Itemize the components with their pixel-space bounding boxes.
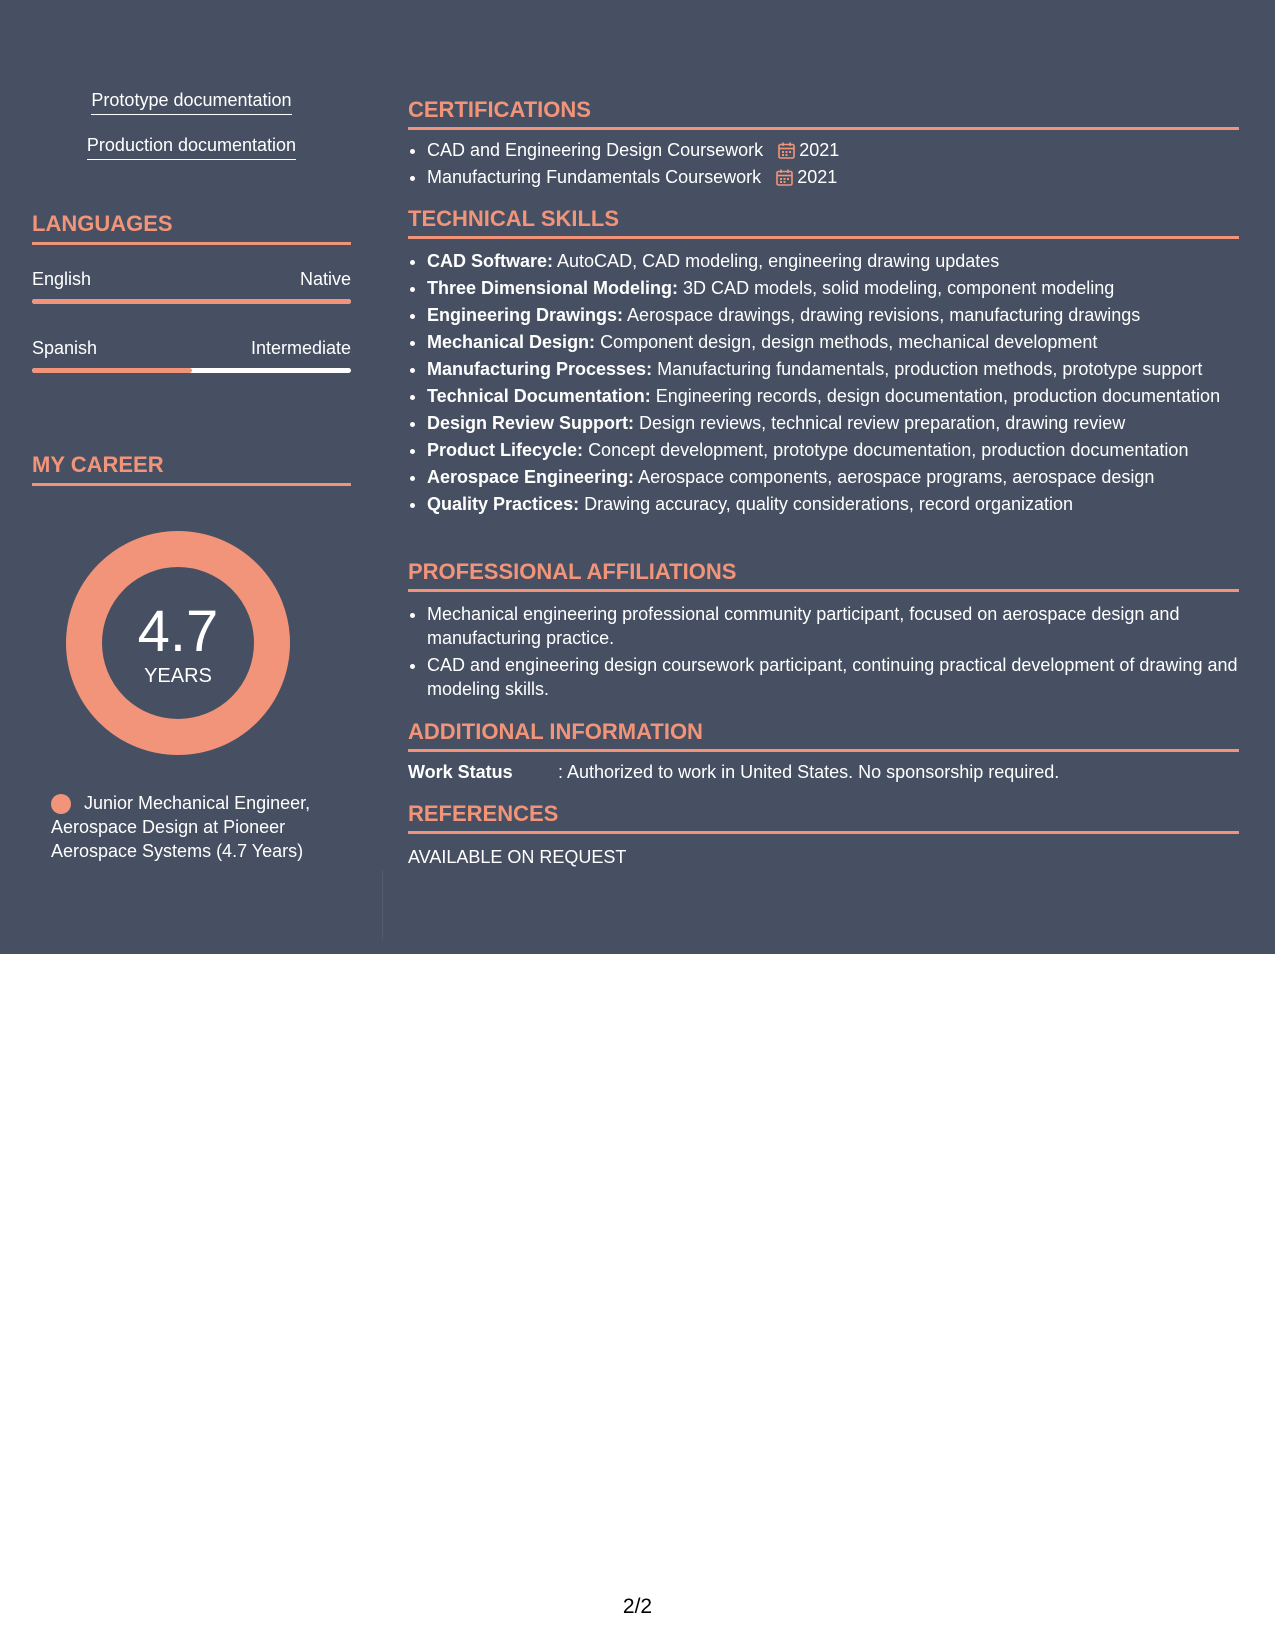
certifications-heading: CERTIFICATIONS: [408, 96, 1239, 130]
skill-item: • CAD Software: AutoCAD, CAD modeling, engineering drawing updates: [427, 249, 1239, 273]
career-years-unit: YEARS: [144, 665, 212, 687]
language-bar-fill: [32, 368, 192, 373]
language-bar-fill: [32, 299, 351, 304]
skill-item: • Aerospace Engineering: Aerospace components, aerospace programs, aerospace design: [427, 465, 1239, 489]
language-english: [32, 267, 351, 291]
certification-item: • CAD and Engineering Design Coursework 2021: [427, 138, 1239, 162]
page-number: 2/2: [622, 1595, 653, 1618]
career-years-value: 4.7: [137, 599, 219, 664]
skill-item: • Technical Documentation: Engineering records, design documentation, production documentation: [427, 384, 1239, 408]
career-entry-text: Junior Mechanical Engineer, Aerospace Design at Pioneer Aerospace Systems (4.7 Years): [51, 793, 311, 861]
additional-information-heading: ADDITIONAL INFORMATION: [408, 718, 1239, 752]
tag-production-documentation: Production documentation: [32, 133, 351, 160]
skill-item: • Engineering Drawings: Aerospace drawings, drawing revisions, manufacturing drawings: [427, 303, 1239, 327]
language-name: Spanish: [32, 338, 98, 358]
technical-skills-list: [408, 249, 1239, 519]
work-status-label: Work Status: [408, 762, 513, 782]
professional-affiliations-heading: PROFESSIONAL AFFILIATIONS: [408, 558, 1239, 592]
certification-item: • Manufacturing Fundamentals Coursework 2021: [427, 165, 1239, 189]
affiliation-item: • Mechanical engineering professional community participant, focused on aerospace design and manufacturing practice.: [427, 602, 1239, 650]
affiliations-list: [408, 602, 1239, 704]
tag-prototype-documentation: Prototype documentation: [32, 88, 351, 115]
calendar-icon: [778, 142, 795, 159]
references-text: AVAILABLE ON REQUEST: [408, 847, 627, 867]
language-level: Intermediate: [250, 338, 351, 358]
certification-year: 2021: [797, 167, 838, 187]
skill-item: • Quality Practices: Drawing accuracy, quality considerations, record organization: [427, 492, 1239, 516]
work-status-value: : Authorized to work in United States. No sponsorship required.: [558, 762, 1060, 782]
language-level: Native: [299, 269, 351, 289]
certifications-list: [408, 138, 1239, 192]
career-entry: [51, 791, 351, 863]
career-legend-dot: [51, 794, 71, 814]
skill-item: • Mechanical Design: Component design, design methods, mechanical development: [427, 330, 1239, 354]
references-heading: REFERENCES: [408, 800, 1239, 834]
skill-item: • Product Lifecycle: Concept development, prototype documentation, production documentation: [427, 438, 1239, 462]
career-heading: MY CAREER: [32, 451, 351, 486]
language-name: English: [32, 269, 92, 289]
technical-skills-heading: TECHNICAL SKILLS: [408, 205, 1239, 239]
column-divider: [382, 870, 383, 940]
affiliation-item: • CAD and engineering design coursework participant, continuing practical development of drawing and modeling skills.: [427, 653, 1239, 701]
language-bar-english: [32, 299, 351, 304]
skill-item: • Manufacturing Processes: Manufacturing fundamentals, production methods, prototype support: [427, 357, 1239, 381]
work-status-row: [408, 760, 1239, 784]
languages-heading: LANGUAGES: [32, 210, 351, 245]
skill-item: • Design Review Support: Design reviews, technical review preparation, drawing review: [427, 411, 1239, 435]
skill-item: • Three Dimensional Modeling: 3D CAD models, solid modeling, component modeling: [427, 276, 1239, 300]
certification-year: 2021: [799, 140, 840, 160]
language-bar-spanish: [32, 368, 351, 373]
language-spanish: [32, 336, 351, 360]
calendar-icon: [776, 169, 793, 186]
